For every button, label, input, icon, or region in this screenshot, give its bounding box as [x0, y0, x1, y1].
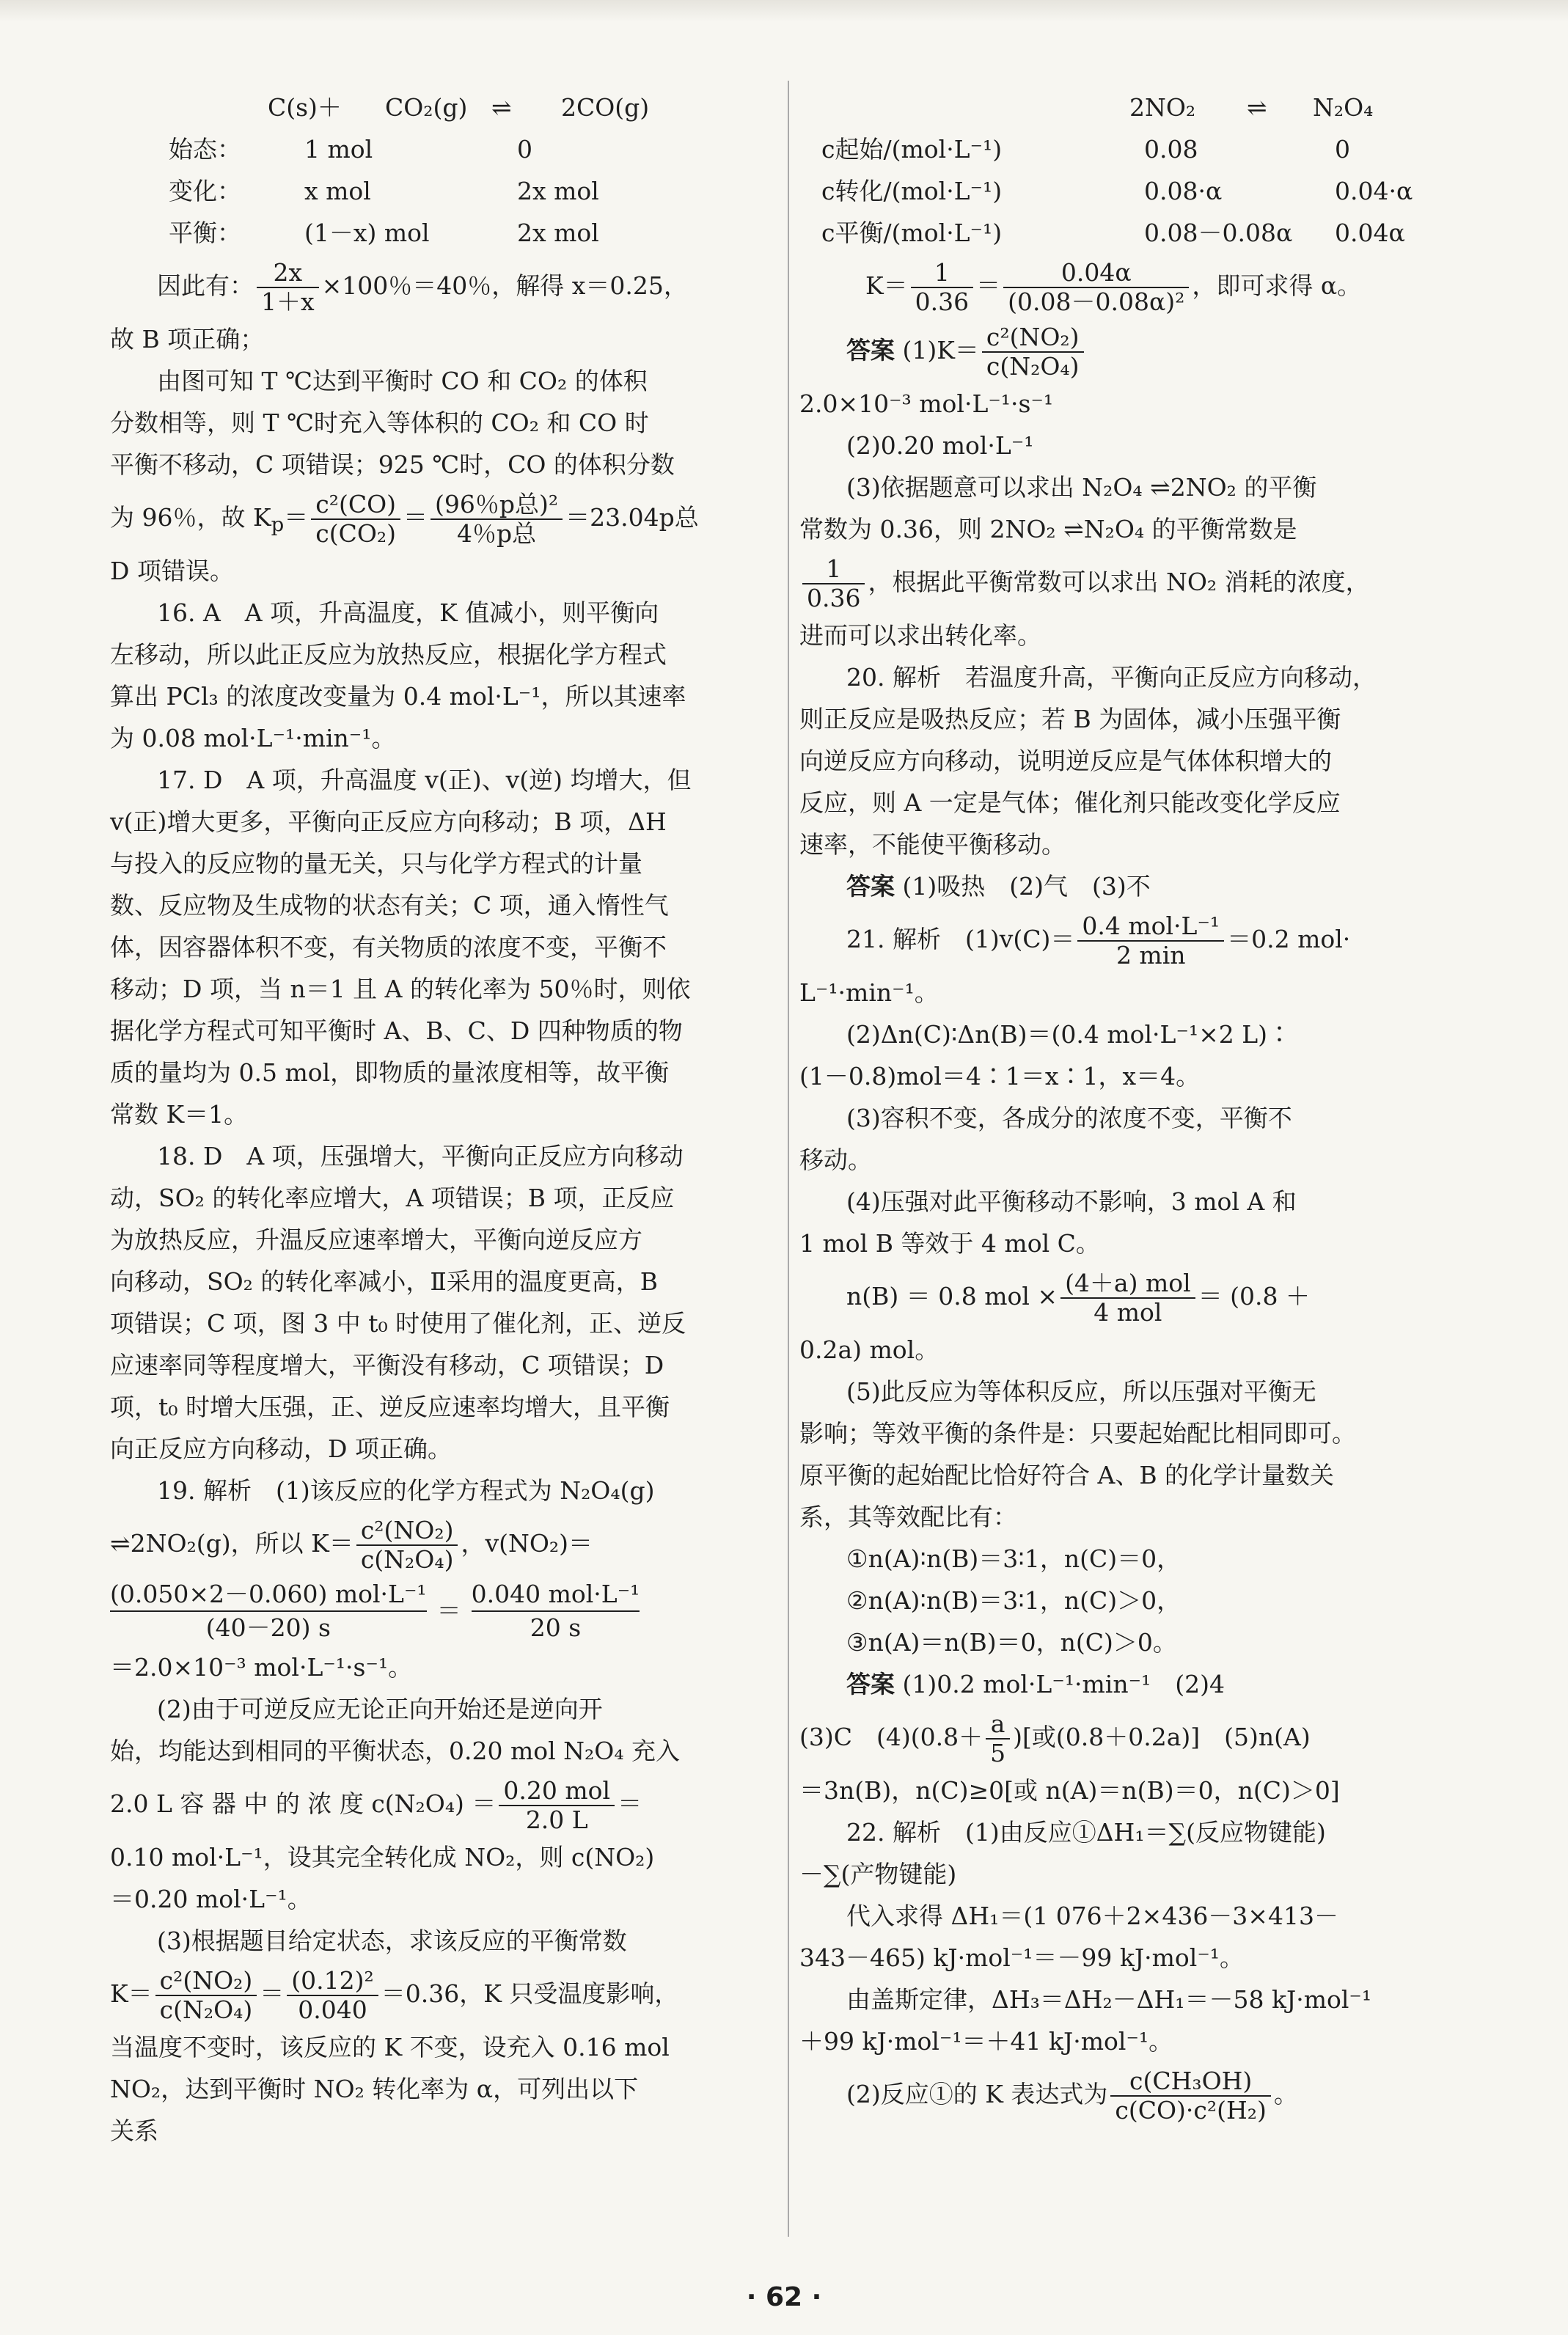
- denominator: c(CO₂): [315, 519, 396, 548]
- text-line: (5)此反应为等体积反应，所以压强对平衡无: [846, 1377, 1316, 1406]
- row-label: c起始/(mol·L⁻¹): [821, 135, 1003, 164]
- text: n(B) ＝ 0.8 mol ×: [846, 1282, 1058, 1311]
- text-line: (1－0.8)mol＝4∶1＝x∶1，x＝4。: [799, 1062, 1201, 1090]
- text-line: 1 mol B 等效于 4 mol C。: [799, 1229, 1100, 1258]
- text-line: (2)由于可逆反应无论正向开始还是逆向开: [157, 1695, 603, 1723]
- table-row: [799, 212, 1459, 254]
- text-line: 算出 PCl₃ 的浓度改变量为 0.4 mol·L⁻¹，所以其速率: [110, 682, 686, 711]
- text-line: 与投入的反应物的量无关，只与化学方程式的计量: [110, 849, 642, 878]
- text-line: 由盖斯定律，ΔH₃＝ΔH₂－ΔH₁＝－58 kJ·mol⁻¹: [846, 1985, 1372, 2014]
- eq-term: 2CO(g): [561, 93, 650, 122]
- numerator: 0.20 mol: [499, 1777, 615, 1806]
- text-line: 当温度不变时，该反应的 K 不变，设充入 0.16 mol: [110, 2033, 670, 2061]
- text-line: [799, 1264, 1459, 1329]
- answer-line: [799, 865, 1459, 907]
- denominator: c(CO)·c²(H₂): [1115, 2096, 1267, 2125]
- text: ＝: [284, 503, 309, 532]
- fraction: [1110, 2067, 1271, 2125]
- text-line: 数、反应物及生成物的状态有关；C 项，通入惰性气: [110, 891, 669, 920]
- text: (1)K＝: [902, 336, 979, 364]
- fraction: [431, 491, 563, 548]
- cell: 2x mol: [517, 177, 599, 205]
- text-line: [110, 1962, 770, 2026]
- text-line: [110, 1511, 770, 1576]
- row-label: 变化：: [169, 177, 241, 205]
- fraction: [802, 555, 865, 612]
- text-line: (3)根据题目给定状态，求该反应的平衡常数: [157, 1927, 627, 1955]
- numerator: 0.04α: [1003, 259, 1189, 288]
- text-line: 常数 K＝1。: [110, 1100, 249, 1129]
- text-line: [110, 485, 770, 550]
- denominator: c(N₂O₄): [986, 352, 1080, 381]
- text: ＝: [403, 503, 428, 532]
- denominator: (40－20) s: [205, 1613, 331, 1642]
- text-line: 体，因容器体积不变，有关物质的浓度不变，平衡不: [110, 933, 667, 961]
- text-line: 动，SO₂ 的转化率应增大，A 项错误；B 项，正反应: [110, 1184, 675, 1212]
- numerator: 2x: [257, 259, 319, 288]
- cell: 0.08: [1144, 135, 1198, 164]
- denominator: 20 s: [530, 1613, 582, 1642]
- denominator: (0.08－0.08α)²: [1008, 287, 1185, 316]
- text-line: (2)Δn(C)∶Δn(B)＝(0.4 mol·L⁻¹×2 L)∶: [846, 1020, 1292, 1049]
- text-line: 故 B 项正确；: [110, 325, 265, 353]
- numerator: 0.040 mol·L⁻¹: [472, 1578, 640, 1612]
- subscript: p: [271, 513, 285, 537]
- text-line: 移动；D 项，当 n＝1 且 A 的转化率为 50％时，则依: [110, 975, 691, 1003]
- text-line: 向逆反应方向移动，说明逆反应是气体体积增大的: [799, 747, 1332, 775]
- text-line: ＋99 kJ·mol⁻¹＝＋41 kJ·mol⁻¹。: [799, 2027, 1173, 2056]
- text-line: 由图可知 T ℃达到平衡时 CO 和 CO₂ 的体积: [157, 367, 648, 395]
- text: 。: [1273, 2080, 1298, 2108]
- column-divider: [788, 81, 789, 2237]
- numerator: c²(CO): [311, 491, 400, 520]
- fraction: [1003, 259, 1189, 316]
- numerator: c(CH₃OH): [1110, 2067, 1271, 2097]
- numerator: (0.12)²: [287, 1967, 378, 1996]
- text-line: 代入求得 ΔH₁＝(1 076＋2×436－3×413－: [846, 1902, 1338, 1930]
- text-line: 0.10 mol·L⁻¹，设其完全转化成 NO₂，则 c(NO₂): [110, 1843, 655, 1872]
- text: 21. 解析 (1)v(C)＝: [846, 925, 1075, 953]
- text: (1)吸热 (2)气 (3)不: [902, 872, 1151, 901]
- reversible-arrow: ⇌: [491, 93, 512, 122]
- text-line: 质的量均为 0.5 mol，即物质的量浓度相等，故平衡: [110, 1058, 670, 1087]
- fraction: [155, 1967, 257, 2024]
- table-row: [110, 128, 770, 170]
- table-row: [110, 212, 770, 254]
- reversible-arrow: ⇌: [1247, 93, 1267, 122]
- text-line: 为放热反应，升温反应速率增大，平衡向逆反应方: [110, 1225, 642, 1254]
- cell: 0: [1335, 135, 1350, 164]
- text: ＝: [618, 1789, 642, 1818]
- text-line: 项，t₀ 时增大压强，正、逆反应速率均增大，且平衡: [110, 1393, 670, 1421]
- text-line: 向移动，SO₂ 的转化率减小，Ⅱ采用的温度更高，B: [110, 1267, 659, 1296]
- numerator: a: [986, 1710, 1010, 1740]
- text-line: －∑(产物键能): [799, 1860, 957, 1888]
- row-label: 始态：: [169, 135, 241, 164]
- denominator: 4％p总: [456, 519, 537, 548]
- scan-top-band: [0, 0, 1568, 22]
- eq-term: N₂O₄: [1313, 93, 1374, 122]
- numerator: c²(NO₂): [155, 1967, 257, 1996]
- page-number: · 62 ·: [746, 2282, 822, 2312]
- cell: (1－x) mol: [304, 219, 430, 247]
- cell: 0.04·α: [1335, 177, 1413, 205]
- fraction: [287, 1967, 378, 2024]
- text: )[或(0.8＋0.2a)] (5)n(A): [1013, 1723, 1311, 1751]
- text: (3)C (4)(0.8＋: [799, 1723, 983, 1751]
- fraction: [982, 323, 1084, 381]
- text-line: 系，其等效配比有：: [799, 1503, 1017, 1531]
- text: 为 96％，故 K: [110, 503, 271, 532]
- text-line: 向正反应方向移动，D 项正确。: [110, 1434, 452, 1463]
- denominator: c(N₂O₄): [360, 1545, 454, 1574]
- text-line: [799, 1705, 1459, 1770]
- text: (2)反应①的 K 表达式为: [846, 2080, 1108, 2108]
- text: ，根据此平衡常数可以求出 NO₂ 消耗的浓度，: [868, 568, 1370, 596]
- cell: 0.08－0.08α: [1144, 219, 1293, 247]
- text-line: 常数为 0.36，则 2NO₂ ⇌N₂O₄ 的平衡常数是: [799, 515, 1297, 543]
- equilibrium-equation: [110, 87, 770, 128]
- fraction: [499, 1777, 615, 1834]
- text-line: 进而可以求出转化率。: [799, 621, 1041, 650]
- text-line: 17. D A 项，升高温度 v(正)、v(逆) 均增大，但: [157, 766, 692, 794]
- numerator: 1: [911, 259, 973, 288]
- eq-term: C(s)＋: [268, 93, 342, 122]
- text-line: [799, 254, 1459, 318]
- text-line: (2)0.20 mol·L⁻¹: [846, 431, 1034, 460]
- cell: 0.04α: [1335, 219, 1405, 247]
- text-line: 速率，不能使平衡移动。: [799, 830, 1066, 859]
- text-line: 原平衡的起始配比恰好符合 A、B 的化学计量数关: [799, 1461, 1335, 1489]
- fraction: [356, 1517, 458, 1574]
- text-line: 影响；等效平衡的条件是：只要起始配比相同即可。: [799, 1419, 1356, 1448]
- eq-term: 2NO₂: [1129, 93, 1196, 122]
- text-line: [799, 550, 1459, 615]
- answer-line: [799, 318, 1459, 383]
- text: 2.0 L 容 器 中 的 浓 度 c(N₂O₄) ＝: [110, 1789, 497, 1818]
- text: ＝: [260, 1979, 285, 2008]
- text: K＝: [110, 1979, 153, 2008]
- text-line: 分数相等，则 T ℃时充入等体积的 CO₂ 和 CO 时: [110, 408, 649, 437]
- text-line: [799, 2062, 1459, 2127]
- numerator: (0.050×2－0.060) mol·L⁻¹: [110, 1578, 427, 1612]
- text-line: 343－465) kJ·mol⁻¹＝－99 kJ·mol⁻¹。: [799, 1943, 1244, 1972]
- text-line: 20. 解析 若温度升高，平衡向正反应方向移动，: [846, 663, 1377, 692]
- text-line: 关系: [110, 2116, 158, 2145]
- row-label: c转化/(mol·L⁻¹): [821, 177, 1003, 205]
- table-row: [799, 128, 1459, 170]
- text-line: ③n(A)＝n(B)＝0，n(C)＞0。: [846, 1628, 1177, 1657]
- text-line: ＝2.0×10⁻³ mol·L⁻¹·s⁻¹。: [110, 1653, 413, 1682]
- text-line: D 项错误。: [110, 557, 234, 585]
- row-label: c平衡/(mol·L⁻¹): [821, 219, 1003, 247]
- denominator: 4 mol: [1093, 1298, 1162, 1327]
- left-column: [110, 87, 770, 2152]
- text-line: ＝0.20 mol·L⁻¹。: [110, 1885, 312, 1913]
- text: ＝: [976, 271, 1001, 300]
- numerator: c²(NO₂): [982, 323, 1084, 353]
- text-line: 项错误；C 项，图 3 中 t₀ 时使用了催化剂，正、逆反: [110, 1309, 686, 1338]
- text: (1)0.2 mol·L⁻¹·min⁻¹ (2)4: [902, 1670, 1225, 1698]
- fraction: [986, 1710, 1010, 1767]
- cell: x mol: [304, 177, 371, 205]
- text: ＝: [436, 1597, 461, 1625]
- formula-line: [110, 1576, 770, 1646]
- text-line: 18. D A 项，压强增大，平衡向正反应方向移动: [157, 1142, 684, 1170]
- text-line: 应速率同等程度增大，平衡没有移动，C 项错误；D: [110, 1351, 664, 1379]
- text-line: v(正)增大更多，平衡向正反应方向移动；B 项，ΔH: [110, 807, 667, 836]
- denominator: 5: [990, 1739, 1006, 1767]
- text-line: 0.2a) mol。: [799, 1335, 939, 1364]
- denominator: 2 min: [1115, 941, 1186, 969]
- text-line: [110, 1772, 770, 1836]
- text-line: 则正反应是吸热反应；若 B 为固体，减小压强平衡: [799, 705, 1341, 733]
- cell: 0: [517, 135, 532, 164]
- cell: 2x mol: [517, 219, 599, 247]
- cell: 0.08·α: [1144, 177, 1223, 205]
- numerator: (96％p总)²: [431, 491, 563, 520]
- fraction: [110, 1578, 427, 1644]
- text-line: 左移动，所以此正反应为放热反应，根据化学方程式: [110, 640, 667, 669]
- denominator: 2.0 L: [525, 1806, 588, 1834]
- denominator: 0.36: [915, 287, 970, 316]
- text-line: L⁻¹·min⁻¹。: [799, 978, 939, 1007]
- denominator: 1＋x: [261, 287, 315, 316]
- text: ＝ (0.8 ＋: [1198, 1282, 1311, 1311]
- text: ，v(NO₂)＝: [461, 1529, 593, 1558]
- table-row: [799, 170, 1459, 212]
- numerator: 1: [802, 555, 865, 584]
- text-line: (3)容积不变，各成分的浓度不变，平衡不: [846, 1104, 1292, 1132]
- text-line: 22. 解析 (1)由反应①ΔH₁＝∑(反应物键能): [846, 1818, 1326, 1847]
- text-line: 2.0×10⁻³ mol·L⁻¹·s⁻¹: [799, 389, 1054, 418]
- text: ＝0.2 mol·: [1227, 925, 1351, 953]
- text-line: (3)依据题意可以求出 N₂O₄ ⇌2NO₂ 的平衡: [846, 473, 1317, 502]
- text-line: 平衡不移动，C 项错误；925 ℃时，CO 的体积分数: [110, 450, 675, 479]
- text-line: 为 0.08 mol·L⁻¹·min⁻¹。: [110, 724, 396, 752]
- text-line: NO₂，达到平衡时 NO₂ 转化率为 α，可列出以下: [110, 2075, 639, 2103]
- text: ＝0.36，K 只受温度影响，: [381, 1979, 679, 2008]
- right-column: [799, 87, 1459, 2127]
- text: K＝: [865, 271, 908, 300]
- text-line: 据化学方程式可知平衡时 A、B、C、D 四种物质的物: [110, 1016, 683, 1045]
- cell: 1 mol: [304, 135, 373, 164]
- text: ×100％＝40％，解得 x＝0.25，: [321, 271, 688, 300]
- answer-label: 答案: [846, 1670, 895, 1698]
- answer-label: 答案: [846, 336, 895, 364]
- equilibrium-equation: [799, 87, 1459, 128]
- answer-label: 答案: [846, 872, 895, 901]
- denominator: 0.36: [807, 584, 861, 612]
- eq-term: CO₂(g): [385, 93, 468, 122]
- numerator: 0.4 mol·L⁻¹: [1077, 912, 1224, 942]
- text-line: 反应，则 A 一定是气体；催化剂只能改变化学反应: [799, 788, 1341, 817]
- table-row: [110, 170, 770, 212]
- text-line: 移动。: [799, 1145, 872, 1174]
- text: ，即可求得 α。: [1192, 271, 1362, 300]
- fraction: [1077, 912, 1224, 969]
- text: 因此有：: [157, 271, 254, 300]
- fraction: [911, 259, 973, 316]
- text: ⇌2NO₂(g)，所以 K＝: [110, 1529, 353, 1558]
- text-line: 始，均能达到相同的平衡状态，0.20 mol N₂O₄ 充入: [110, 1737, 681, 1765]
- fraction: [1060, 1269, 1195, 1327]
- text-line: ＝3n(B)，n(C)≥0[或 n(A)＝n(B)＝0，n(C)＞0]: [799, 1776, 1340, 1805]
- fraction: [257, 259, 319, 316]
- text-line: 19. 解析 (1)该反应的化学方程式为 N₂O₄(g): [157, 1476, 655, 1505]
- text-line: 16. A A 项，升高温度，K 值减小，则平衡向: [157, 598, 659, 627]
- answer-line: [799, 1663, 1459, 1705]
- text-line: [110, 254, 770, 318]
- text: ＝23.04p总: [565, 503, 699, 532]
- numerator: (4＋a) mol: [1060, 1269, 1195, 1299]
- denominator: 0.040: [298, 1995, 367, 2024]
- row-label: 平衡：: [169, 219, 241, 247]
- numerator: c²(NO₂): [356, 1517, 458, 1546]
- text-line: (4)压强对此平衡移动不影响，3 mol A 和: [846, 1187, 1297, 1216]
- fraction: [311, 491, 400, 548]
- text-line: [799, 907, 1459, 972]
- denominator: c(N₂O₄): [159, 1995, 253, 2024]
- fraction: [472, 1578, 640, 1644]
- text-line: ①n(A)∶n(B)＝3∶1，n(C)＝0，: [846, 1544, 1182, 1573]
- text-line: ②n(A)∶n(B)＝3∶1，n(C)＞0，: [846, 1586, 1182, 1615]
